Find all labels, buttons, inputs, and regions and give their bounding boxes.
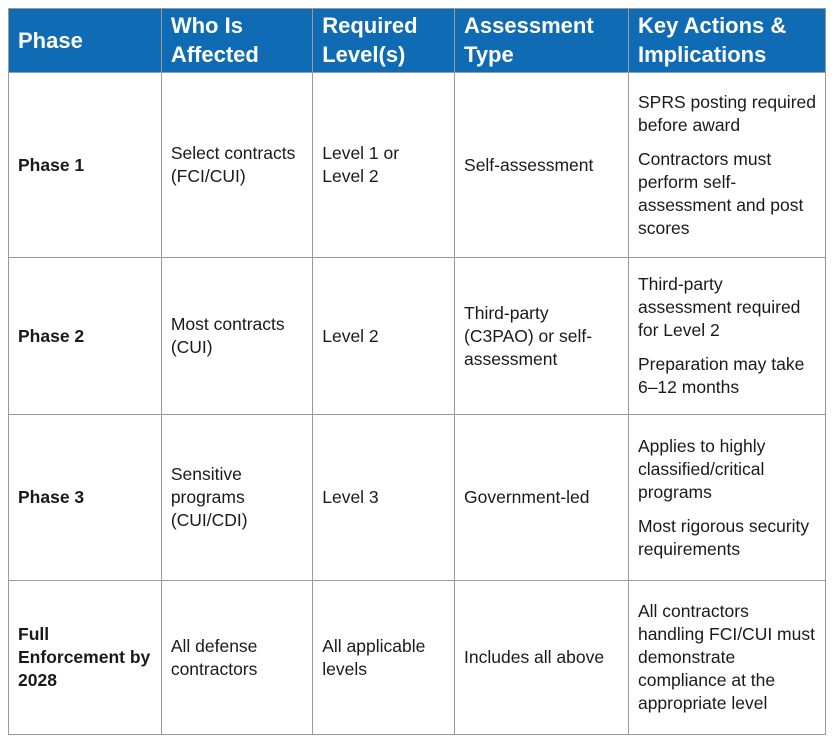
levels-cell: Level 3 xyxy=(313,415,455,581)
phase-cell: Phase 2 xyxy=(9,258,162,415)
levels-cell: Level 2 xyxy=(313,258,455,415)
header-who-is-affected: Who Is Affected xyxy=(161,9,312,73)
affected-cell: Sensitive programs (CUI/CDI) xyxy=(161,415,312,581)
header-assessment-type: Assessment Type xyxy=(455,9,629,73)
affected-cell: Select contracts (FCI/CUI) xyxy=(161,73,312,258)
affected-cell: All defense contractors xyxy=(161,581,312,735)
action-item: SPRS posting required before award xyxy=(637,91,816,135)
phase-cell: Phase 1 xyxy=(9,73,162,258)
actions-cell xyxy=(628,415,825,581)
assessment-cell: Self-assessment xyxy=(455,73,629,258)
levels-cell: All applicable levels xyxy=(313,581,455,735)
action-item: Most rigorous security requirements xyxy=(637,515,810,559)
actions-cell xyxy=(628,258,825,415)
cmmc-phase-table xyxy=(8,8,826,735)
levels-cell: Level 1 or Level 2 xyxy=(313,73,455,258)
phase-cell: Full Enforcement by 2028 xyxy=(9,581,162,735)
assessment-cell: Includes all above xyxy=(455,581,629,735)
action-item: Contractors must perform self-assessment and post scores xyxy=(637,148,804,238)
affected-cell: Most contracts (CUI) xyxy=(161,258,312,415)
table-row xyxy=(9,258,826,415)
table-header xyxy=(9,9,826,73)
header-phase: Phase xyxy=(9,9,162,73)
phase-cell: Phase 3 xyxy=(9,415,162,581)
header-required-levels: Required Level(s) xyxy=(313,9,455,73)
table-row xyxy=(9,581,826,735)
action-item: Applies to highly classified/critical programs xyxy=(637,435,766,502)
table-row xyxy=(9,73,826,258)
header-key-actions: Key Actions & Implications xyxy=(628,9,825,73)
action-item: Third-party assessment required for Level 2 xyxy=(637,274,801,340)
header-row xyxy=(9,9,826,73)
action-item: All contractors handling FCI/CUI must demonstrate compliance at the appropriate level xyxy=(637,601,815,713)
assessment-cell: Third-party (C3PAO) or self-assessment xyxy=(455,258,629,415)
table-row xyxy=(9,415,826,581)
action-item: Preparation may take 6–12 months xyxy=(637,354,805,397)
actions-cell xyxy=(628,73,825,258)
assessment-cell: Government-led xyxy=(455,415,629,581)
actions-cell xyxy=(628,581,825,735)
table-body xyxy=(9,73,826,735)
